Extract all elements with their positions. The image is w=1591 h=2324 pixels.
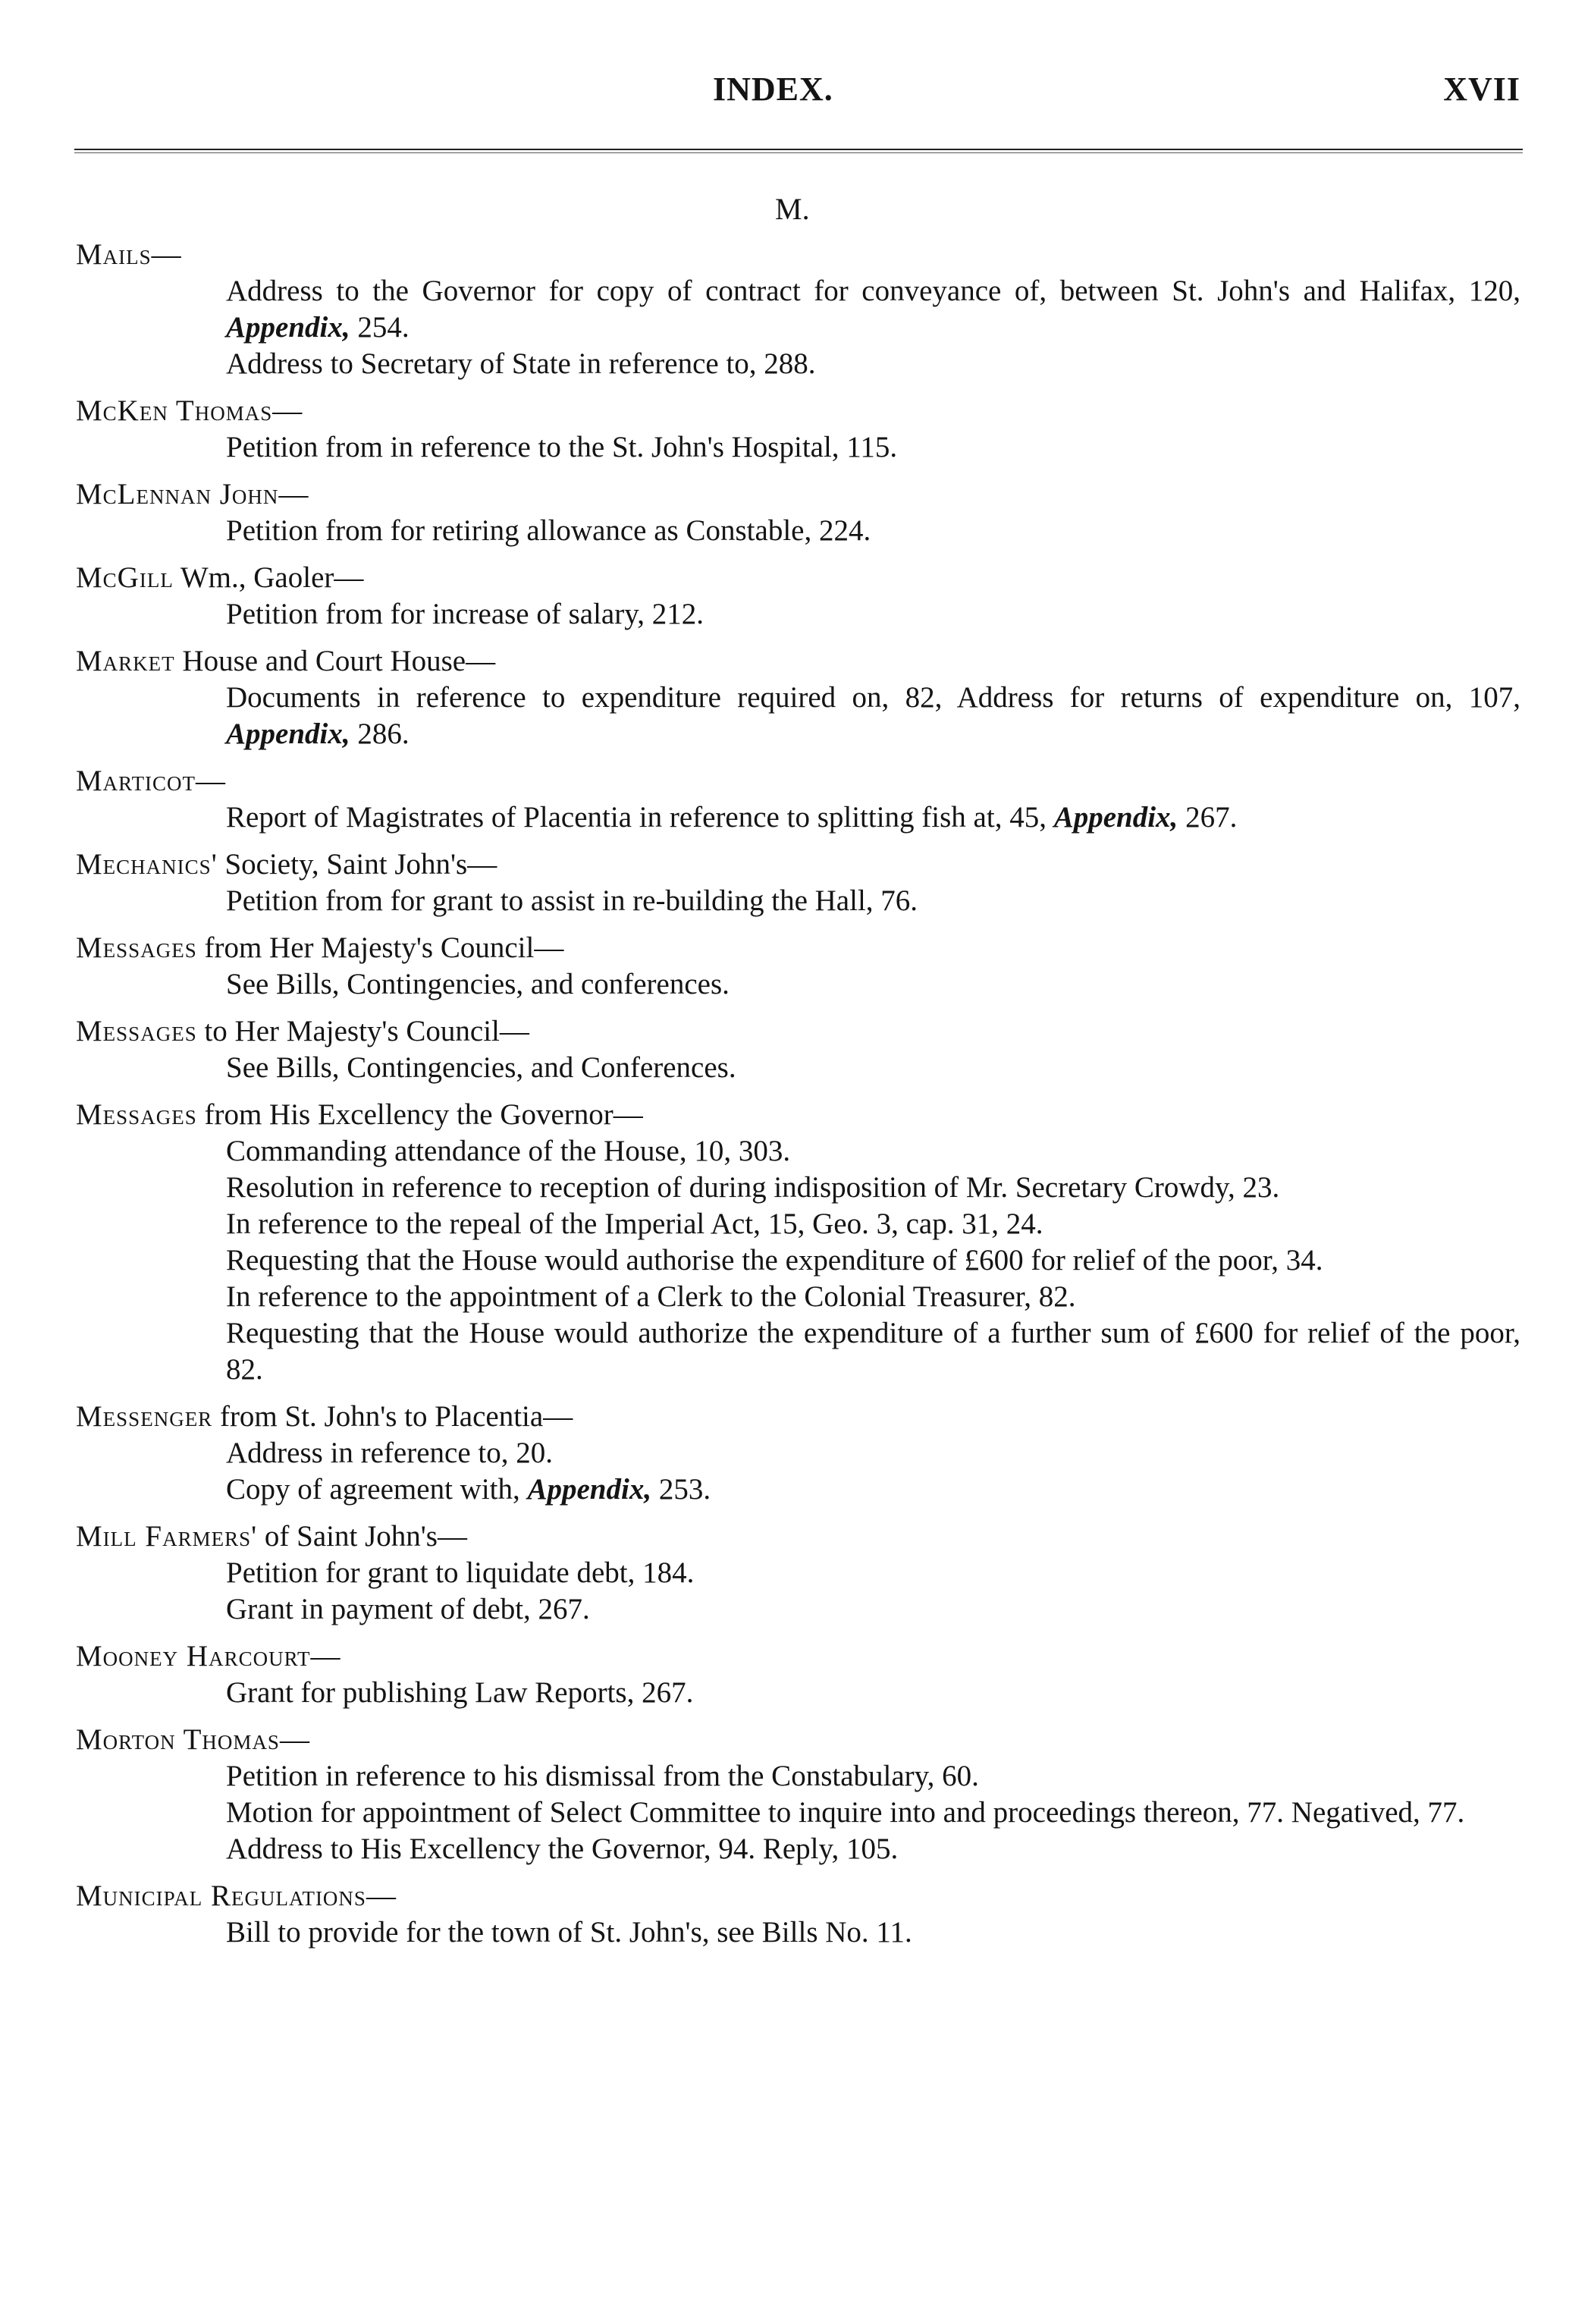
entry-heading xyxy=(76,1878,1520,1914)
entry-heading-name: Municipal Regulations— xyxy=(76,1880,397,1912)
entry-heading-name: Messenger xyxy=(76,1400,213,1433)
subitem-text: Address to Secretary of State in reference to, 288. xyxy=(226,347,816,380)
entry-heading xyxy=(76,846,1520,883)
subitem-text: In reference to the repeal of the Imperial Act, 15, Geo. 3, cap. 31, 24. xyxy=(226,1208,1043,1240)
entry-heading xyxy=(76,1399,1520,1435)
appendix-reference: Appendix, xyxy=(527,1473,652,1506)
subitem-text: Motion for appointment of Select Committee to inquire into and proceedings thereon, 77. Negatived, 77. xyxy=(226,1796,1465,1829)
index-entry xyxy=(76,1097,1520,1388)
entry-subitem xyxy=(226,883,1520,919)
subitem-text: 254. xyxy=(350,311,410,344)
entry-heading xyxy=(76,476,1520,513)
index-entry xyxy=(76,393,1520,466)
entry-heading-name: McLennan John— xyxy=(76,478,309,510)
entry-heading xyxy=(76,1722,1520,1758)
entry-heading-rest: Wm., Gaoler— xyxy=(173,561,364,594)
index-entry xyxy=(76,476,1520,549)
entry-heading xyxy=(76,763,1520,799)
subitem-text: Copy of agreement with, xyxy=(226,1473,528,1506)
entry-heading-name: Market xyxy=(76,645,175,677)
subitem-text: 253. xyxy=(651,1473,711,1506)
subitem-text: See Bills, Contingencies, and Conferences. xyxy=(226,1051,736,1084)
index-entry xyxy=(76,1518,1520,1628)
entry-heading-name: Messages xyxy=(76,931,197,964)
entry-subitem xyxy=(226,1591,1520,1628)
running-head xyxy=(76,70,1520,115)
subitem-text: Address to His Excellency the Governor, 94. Reply, 105. xyxy=(226,1833,899,1865)
subitem-text: Documents in reference to expenditure required on, 82, Address for returns of expenditure on, 107, xyxy=(226,681,1520,714)
subitem-text: Petition for grant to liquidate debt, 184. xyxy=(226,1556,695,1589)
index-entry xyxy=(76,763,1520,836)
subitem-text: Petition from in reference to the St. John's Hospital, 115. xyxy=(226,431,898,463)
entry-heading-rest: from St. John's to Placentia— xyxy=(212,1400,573,1433)
subitem-text: Grant in payment of debt, 267. xyxy=(226,1593,590,1625)
entry-heading-name: Marticot— xyxy=(76,765,227,797)
entry-heading xyxy=(76,643,1520,680)
entry-subitem xyxy=(226,273,1520,346)
entry-subitem xyxy=(226,1315,1520,1388)
entry-subitem xyxy=(226,680,1520,752)
subitem-text: Requesting that the House would authorize the expenditure of a further sum of £600 for relief of the poor, 82. xyxy=(226,1317,1520,1386)
entry-heading-name: Mechanics' xyxy=(76,848,218,881)
entry-subitem xyxy=(226,1471,1520,1508)
page-title: INDEX. xyxy=(713,71,833,108)
entry-subitem xyxy=(226,1050,1520,1086)
entry-subitem xyxy=(226,1242,1520,1279)
subitem-text: Resolution in reference to reception of during indisposition of Mr. Secretary Crowdy, 23. xyxy=(226,1171,1280,1204)
subitem-text: Address in reference to, 20. xyxy=(226,1437,553,1469)
index-entry xyxy=(76,846,1520,919)
entry-heading xyxy=(76,1518,1520,1555)
entry-heading xyxy=(76,237,1520,273)
subitem-text: Petition from for increase of salary, 212. xyxy=(226,598,704,630)
index-entry xyxy=(76,1878,1520,1951)
entry-subitem xyxy=(226,966,1520,1003)
index-entry xyxy=(76,1638,1520,1711)
index-entry xyxy=(76,1399,1520,1508)
entry-subitem xyxy=(226,1795,1520,1831)
subitem-text: Petition in reference to his dismissal from the Constabulary, 60. xyxy=(226,1760,979,1792)
subitem-text: 267. xyxy=(1178,801,1238,834)
subitem-text: Commanding attendance of the House, 10, 303. xyxy=(226,1135,791,1167)
entry-heading xyxy=(76,1013,1520,1050)
entry-subitem xyxy=(226,596,1520,633)
entry-heading-name: Messages xyxy=(76,1098,197,1131)
entry-subitem xyxy=(226,1831,1520,1867)
subitem-text: Grant for publishing Law Reports, 267. xyxy=(226,1676,694,1709)
entry-subitem xyxy=(226,1435,1520,1471)
page-number: XVII xyxy=(1443,71,1520,108)
header-rule xyxy=(74,149,1523,153)
entry-heading xyxy=(76,560,1520,596)
appendix-reference: Appendix, xyxy=(1053,801,1178,834)
entry-heading-rest: Society, Saint John's— xyxy=(217,848,497,881)
entry-subitem xyxy=(226,1555,1520,1591)
index-entry xyxy=(76,1013,1520,1086)
index-entry xyxy=(76,930,1520,1003)
entry-heading-rest: from His Excellency the Governor— xyxy=(196,1098,643,1131)
entry-heading-name: McGill xyxy=(76,561,174,594)
index-entries xyxy=(76,237,1520,1961)
appendix-reference: Appendix, xyxy=(226,718,350,750)
subitem-text: In reference to the appointment of a Clerk to the Colonial Treasurer, 82. xyxy=(226,1280,1076,1313)
entry-heading xyxy=(76,393,1520,429)
entry-heading-rest: of Saint John's— xyxy=(257,1520,467,1553)
subitem-text: See Bills, Contingencies, and conferences. xyxy=(226,968,730,1000)
entry-subitem xyxy=(226,1133,1520,1170)
appendix-reference: Appendix, xyxy=(226,311,350,344)
entry-heading xyxy=(76,1638,1520,1675)
index-entry xyxy=(76,560,1520,633)
entry-subitem xyxy=(226,1170,1520,1206)
entry-heading-name: Messages xyxy=(76,1015,197,1047)
subitem-text: Petition from for retiring allowance as Constable, 224. xyxy=(226,514,871,547)
index-entry xyxy=(76,237,1520,382)
subitem-text: Address to the Governor for copy of contract for conveyance of, between St. John's and Halifax, 120, xyxy=(226,275,1520,307)
entry-heading-name: McKen Thomas— xyxy=(76,394,303,427)
entry-subitem xyxy=(226,1206,1520,1242)
entry-heading-rest: House and Court House— xyxy=(174,645,496,677)
entry-subitem xyxy=(226,1914,1520,1951)
subitem-text: Requesting that the House would authorise the expenditure of £600 for relief of the poor, 34. xyxy=(226,1244,1323,1277)
subitem-text: Report of Magistrates of Placentia in reference to splitting fish at, 45, xyxy=(226,801,1054,834)
entry-subitem xyxy=(226,429,1520,466)
entry-heading-name: Mails— xyxy=(76,238,182,271)
index-entry xyxy=(76,643,1520,752)
entry-heading xyxy=(76,1097,1520,1133)
entry-heading xyxy=(76,930,1520,966)
index-entry xyxy=(76,1722,1520,1867)
entry-subitem xyxy=(226,1279,1520,1315)
entry-heading-name: Morton Thomas— xyxy=(76,1723,310,1756)
entry-heading-rest: to Her Majesty's Council— xyxy=(196,1015,529,1047)
subitem-text: Bill to provide for the town of St. John's, see Bills No. 11. xyxy=(226,1916,912,1949)
subitem-text: 286. xyxy=(350,718,410,750)
section-letter: M. xyxy=(775,192,810,226)
entry-subitem xyxy=(226,513,1520,549)
entry-heading-name: Mooney Harcourt— xyxy=(76,1640,341,1672)
entry-subitem xyxy=(226,346,1520,382)
entry-heading-rest: from Her Majesty's Council— xyxy=(196,931,564,964)
entry-subitem xyxy=(226,1675,1520,1711)
entry-subitem xyxy=(226,799,1520,836)
entry-heading-name: Mill Farmers' xyxy=(76,1520,258,1553)
entry-subitem xyxy=(226,1758,1520,1795)
subitem-text: Petition from for grant to assist in re-building the Hall, 76. xyxy=(226,884,918,917)
